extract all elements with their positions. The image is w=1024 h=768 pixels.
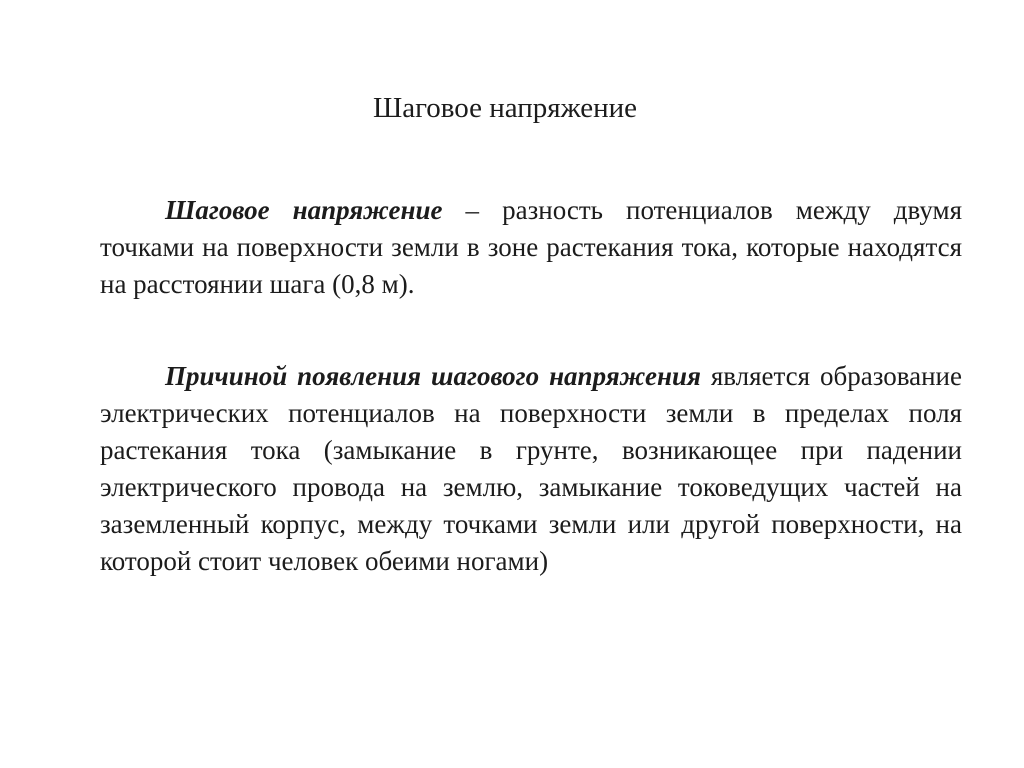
cause-text: является образование электрических потенциалов на поверхности земли в пределах поля растекания тока (замыкание в грунте, возникающее при падении электрического провода на землю, замыкание токоведущих частей на заземленный корпус, между точками земли или другой поверхности, на которой стоит человек обеими ногами) xyxy=(100,361,962,576)
cause-term: Причиной появления шагового напряжения xyxy=(165,361,701,391)
definition-term: Шаговое напряжение xyxy=(165,195,443,225)
definition-paragraph xyxy=(100,192,962,303)
slide-title: Шаговое напряжение xyxy=(372,92,638,124)
definition-text: – разность потенциалов между двумя точками на поверхности земли в зоне растекания тока, которые находятся на расстоянии шага (0,8 м). xyxy=(100,195,962,299)
cause-paragraph xyxy=(100,358,962,580)
